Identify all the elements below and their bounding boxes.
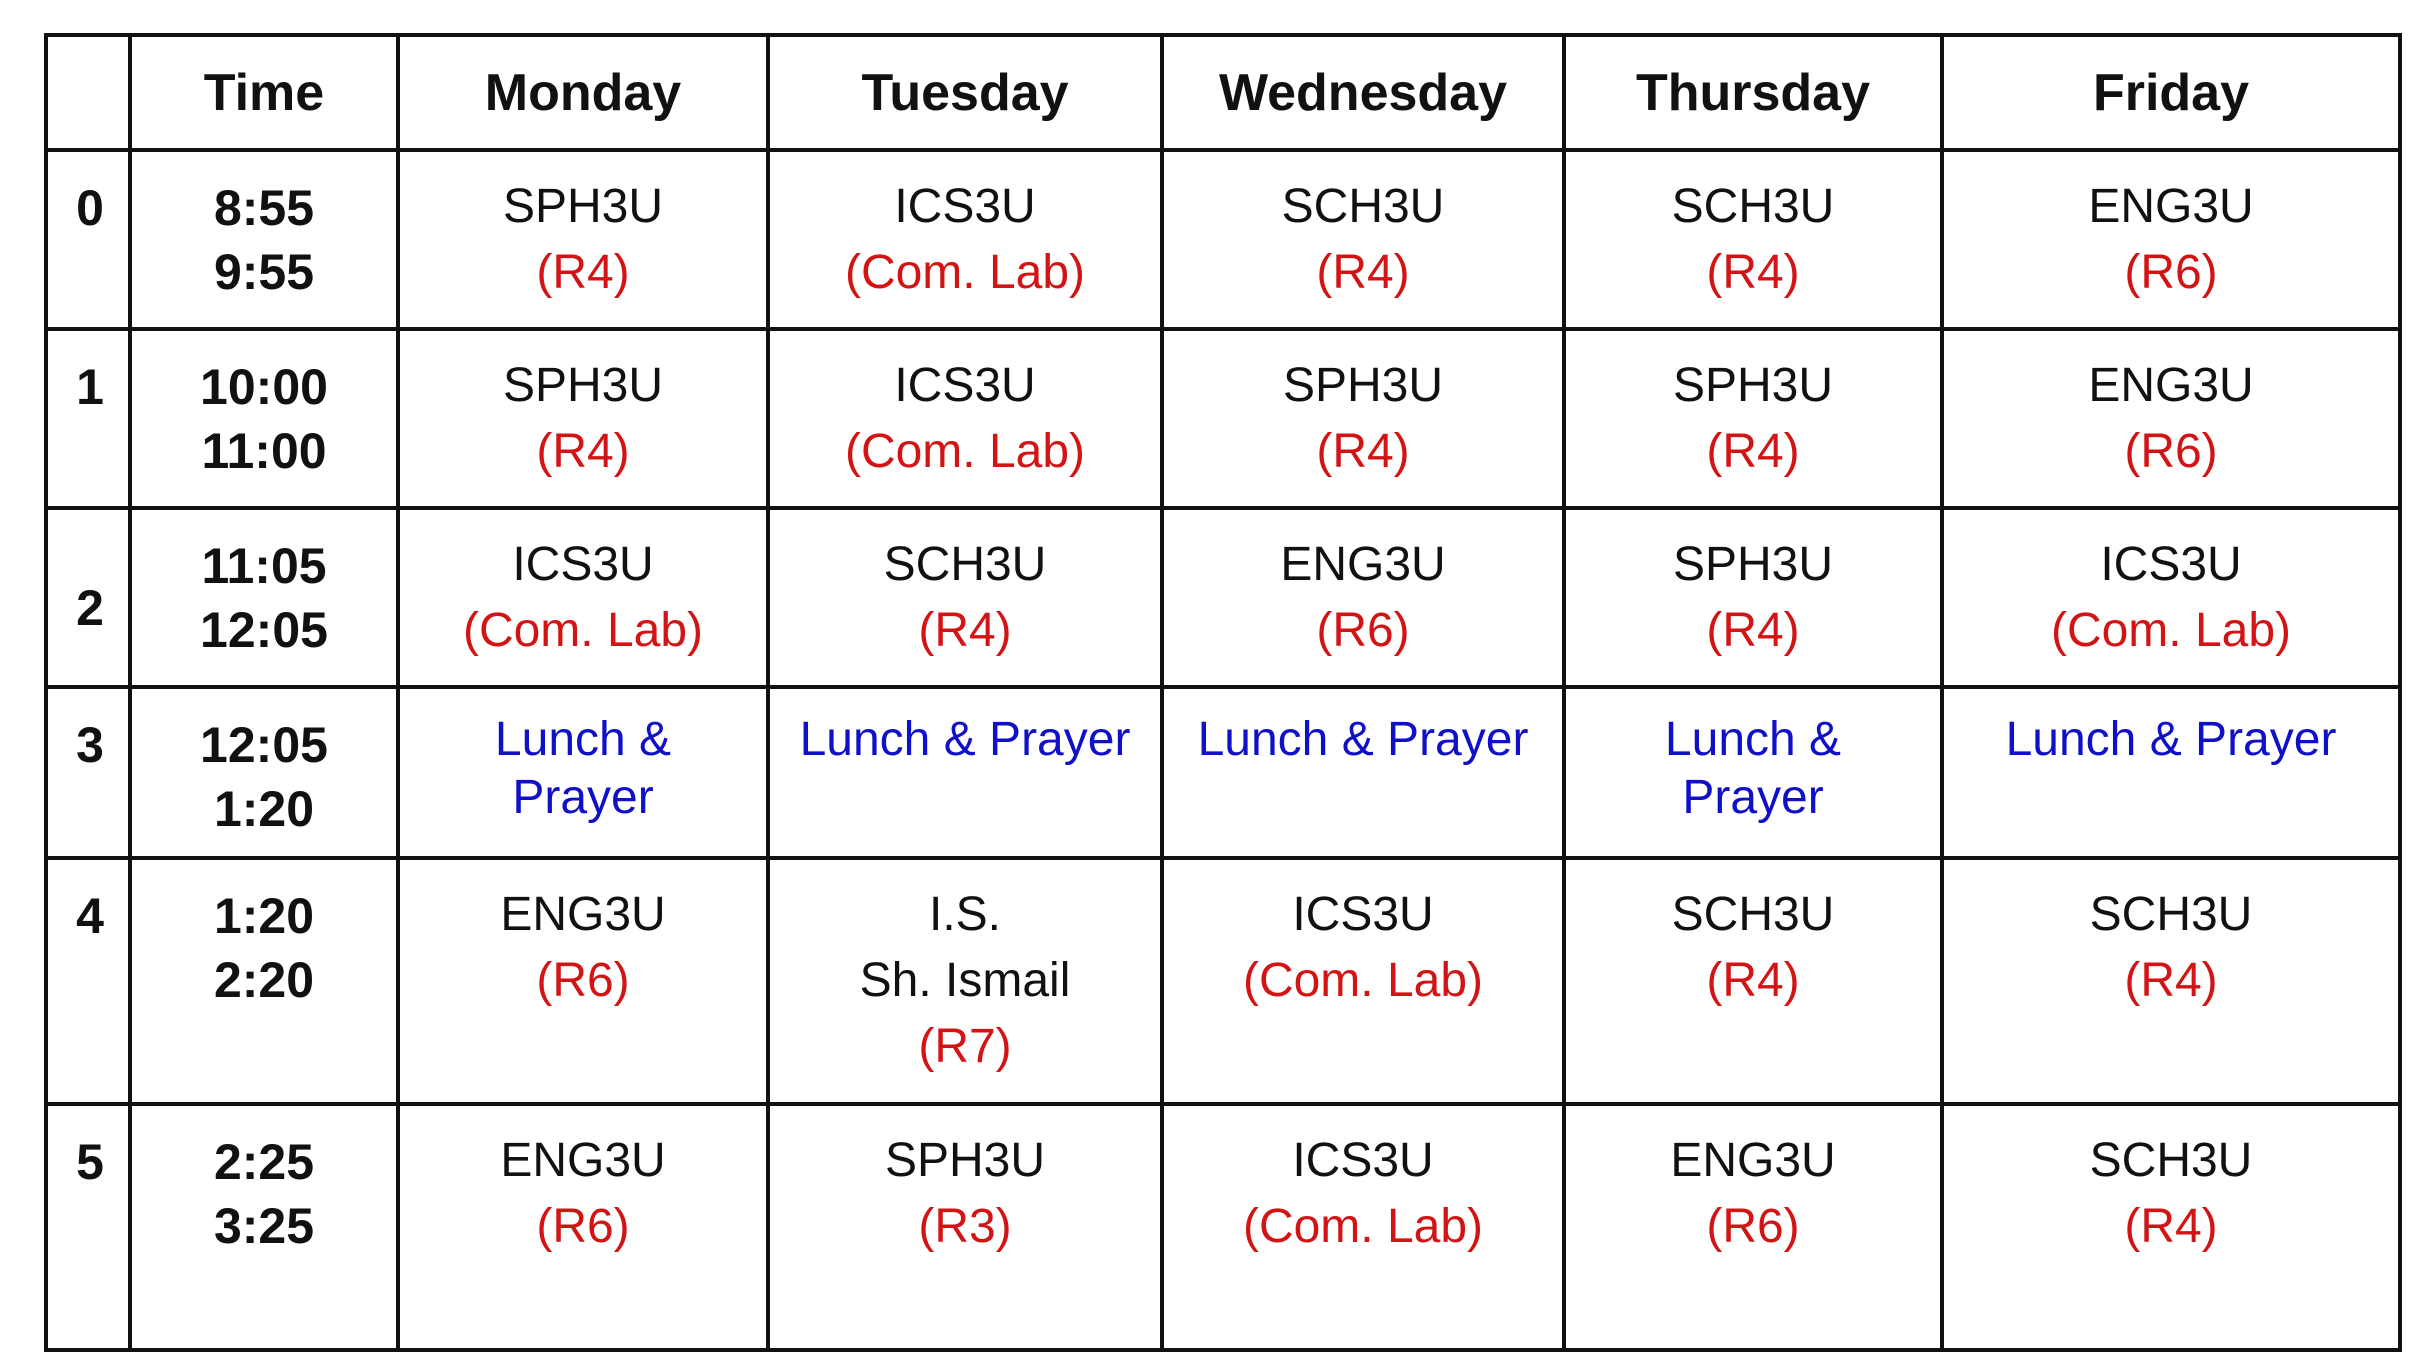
class-cell-monday [398,858,768,1104]
time-end: 11:00 [201,423,327,479]
course-code: SPH3U [1672,538,1834,591]
lunch-prayer-label: Lunch & [494,713,672,766]
schedule-row [46,329,2400,508]
room-label: (Com. Lab) [844,425,1086,478]
room-label: (R6) [2124,246,2218,299]
schedule-table [44,33,2402,1352]
header-wednesday: Wednesday [1162,35,1564,150]
schedule-row [46,858,2400,1104]
period-number: 2 [46,508,130,687]
class-cell-thursday [1564,508,1942,687]
room-label: (R3) [918,1200,1012,1253]
class-cell-wednesday [1162,508,1564,687]
lunch-prayer-label: Lunch & Prayer [1197,713,1529,766]
period-number: 5 [46,1104,130,1350]
header-thursday: Thursday [1564,35,1942,150]
class-cell-monday [398,150,768,329]
room-label: (Com. Lab) [1242,954,1484,1007]
class-cell-monday [398,329,768,508]
class-cell-monday [398,687,768,858]
room-label: (R4) [1706,425,1800,478]
course-code: ICS3U [894,180,1036,233]
time-end: 3:25 [213,1198,315,1254]
class-cell-wednesday [1162,687,1564,858]
course-code: SPH3U [1672,359,1834,412]
room-label: (Com. Lab) [844,246,1086,299]
course-code: SCH3U [1281,180,1445,233]
room-label: (R4) [536,425,630,478]
class-cell-tuesday [768,858,1162,1104]
period-number: 0 [46,150,130,329]
room-label: (R4) [918,604,1012,657]
header-tuesday: Tuesday [768,35,1162,150]
course-code: SCH3U [2089,888,2253,941]
class-cell-monday [398,508,768,687]
room-label: (R7) [918,1020,1012,1073]
class-cell-friday [1942,858,2400,1104]
schedule-row [46,508,2400,687]
time-start: 2:25 [213,1134,315,1190]
class-cell-thursday [1564,1104,1942,1350]
schedule-row [46,150,2400,329]
course-code: ICS3U [1292,1134,1434,1187]
room-label: (R6) [1706,1200,1800,1253]
course-code: ENG3U [2088,180,2254,233]
room-label: (Com. Lab) [2050,604,2292,657]
room-label: (R6) [1316,604,1410,657]
course-code: SCH3U [2089,1134,2253,1187]
time-end: 9:55 [213,244,315,300]
room-label: (R4) [1706,604,1800,657]
course-code: SPH3U [1282,359,1444,412]
header-row [46,35,2400,150]
room-label: (R4) [1316,246,1410,299]
class-cell-thursday [1564,687,1942,858]
time-end: 2:20 [213,952,315,1008]
room-label: (R6) [536,954,630,1007]
period-time [130,858,398,1104]
period-time [130,329,398,508]
lunch-prayer-label: Prayer [512,771,654,824]
time-start: 11:05 [201,538,327,594]
room-label: (R4) [2124,954,2218,1007]
class-cell-friday [1942,1104,2400,1350]
room-label: (R6) [536,1200,630,1253]
class-cell-tuesday [768,150,1162,329]
course-code: ICS3U [894,359,1036,412]
schedule-row [46,1104,2400,1350]
course-code: ENG3U [1670,1134,1836,1187]
course-code: SCH3U [1671,180,1835,233]
course-code: SCH3U [883,538,1047,591]
lunch-prayer-label: Lunch & Prayer [2005,713,2337,766]
class-cell-friday [1942,150,2400,329]
class-cell-tuesday [768,329,1162,508]
period-number: 3 [46,687,130,858]
lunch-prayer-label: Prayer [1682,771,1824,824]
time-start: 8:55 [213,180,315,236]
course-code: ICS3U [2100,538,2242,591]
period-time [130,508,398,687]
period-time [130,1104,398,1350]
header-time: Time [130,35,398,150]
class-cell-wednesday [1162,858,1564,1104]
room-label: (R6) [2124,425,2218,478]
room-label: (R4) [1706,246,1800,299]
room-label: (Com. Lab) [462,604,704,657]
class-cell-thursday [1564,858,1942,1104]
course-code: ENG3U [500,1134,666,1187]
time-end: 1:20 [213,781,315,837]
schedule-body [46,150,2400,1350]
room-label: (R4) [1706,954,1800,1007]
course-code: SPH3U [502,359,664,412]
room-label: (R4) [536,246,630,299]
period-time [130,687,398,858]
lunch-prayer-label: Lunch & Prayer [799,713,1131,766]
course-code: ICS3U [1292,888,1434,941]
class-cell-wednesday [1162,329,1564,508]
period-number: 1 [46,329,130,508]
class-cell-thursday [1564,329,1942,508]
time-end: 12:05 [200,602,328,658]
time-start: 1:20 [213,888,315,944]
class-cell-tuesday [768,687,1162,858]
time-start: 10:00 [200,359,328,415]
class-cell-wednesday [1162,1104,1564,1350]
course-code: SPH3U [502,180,664,233]
course-code: ENG3U [500,888,666,941]
course-code: SCH3U [1671,888,1835,941]
period-number: 4 [46,858,130,1104]
time-start: 12:05 [200,717,328,773]
class-cell-tuesday [768,508,1162,687]
course-code: SPH3U [884,1134,1046,1187]
class-cell-wednesday [1162,150,1564,329]
schedule-row [46,687,2400,858]
course-code: ENG3U [1280,538,1446,591]
header-index [46,35,130,150]
class-cell-friday [1942,687,2400,858]
room-label: (R4) [2124,1200,2218,1253]
class-cell-tuesday [768,1104,1162,1350]
header-friday: Friday [1942,35,2400,150]
header-monday: Monday [398,35,768,150]
room-label: (R4) [1316,425,1410,478]
course-code: ENG3U [2088,359,2254,412]
class-cell-thursday [1564,150,1942,329]
room-label: (Com. Lab) [1242,1200,1484,1253]
class-cell-friday [1942,329,2400,508]
period-time [130,150,398,329]
course-code: I.S. [928,888,1002,941]
lunch-prayer-label: Lunch & [1664,713,1842,766]
class-cell-friday [1942,508,2400,687]
course-code: ICS3U [512,538,654,591]
teacher-name: Sh. Ismail [859,954,1071,1007]
class-cell-monday [398,1104,768,1350]
